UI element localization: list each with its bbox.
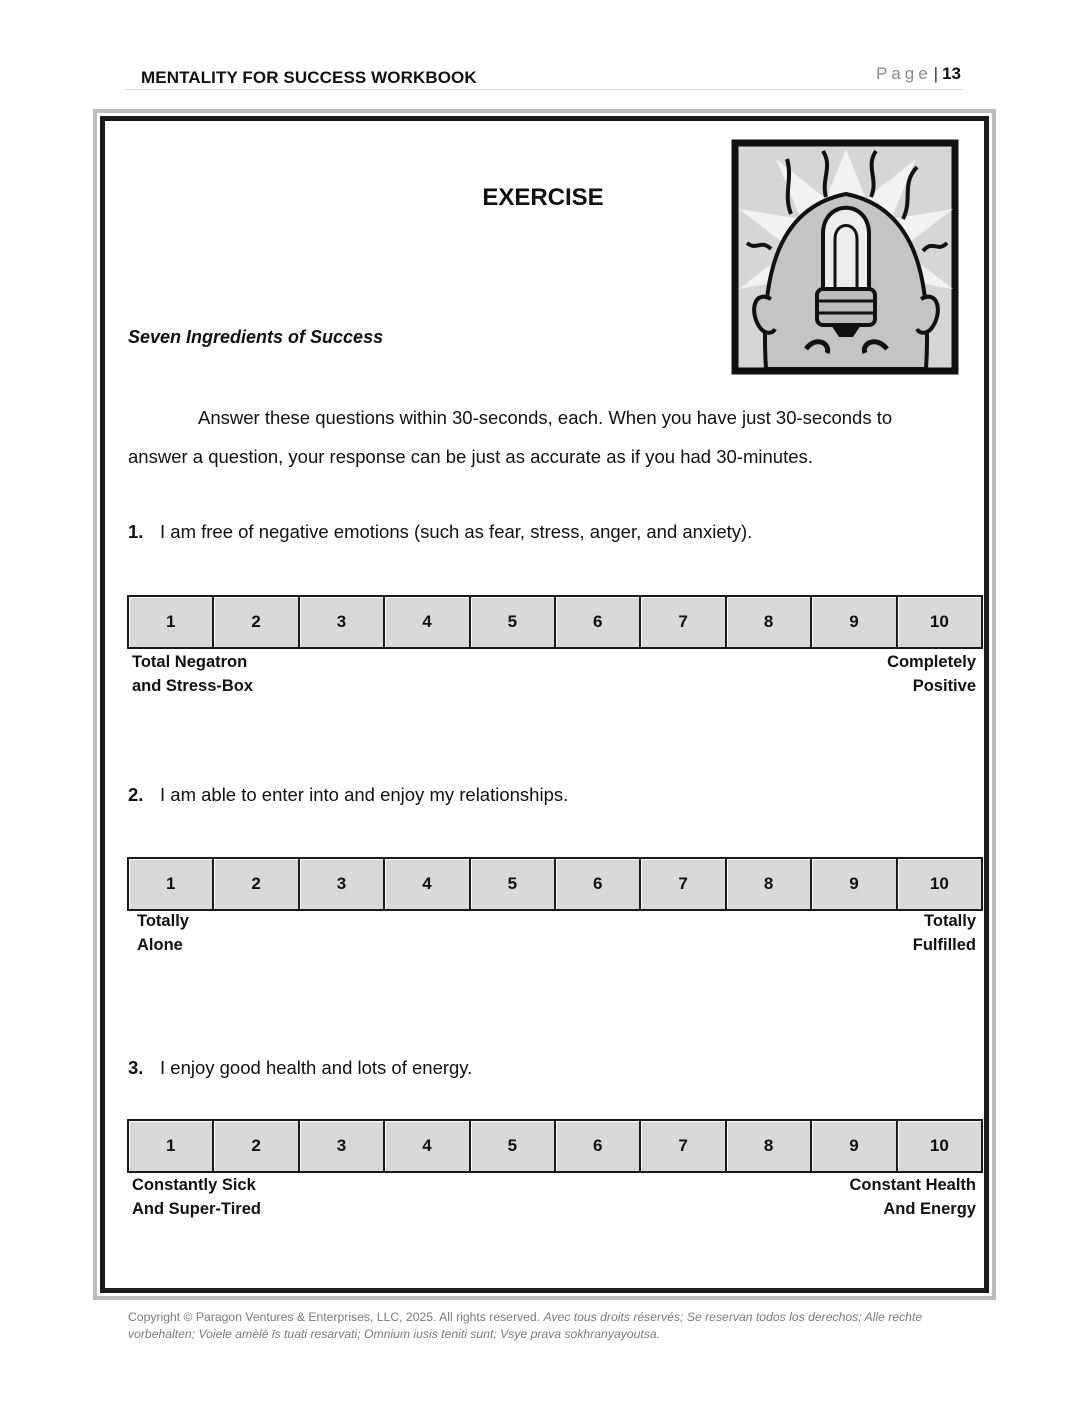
- rating-option[interactable]: 6: [556, 1121, 641, 1171]
- rating-option[interactable]: 10: [898, 1121, 981, 1171]
- rating-option[interactable]: 2: [214, 1121, 299, 1171]
- rating-scale-2: [127, 857, 983, 911]
- label-line: Alone: [137, 936, 183, 954]
- page-separator: |: [933, 64, 939, 83]
- rating-option[interactable]: 8: [727, 597, 812, 647]
- rating-option[interactable]: 7: [641, 1121, 726, 1171]
- question-number: 3.: [128, 1057, 144, 1078]
- scale-high-label: [849, 1173, 976, 1221]
- rating-option[interactable]: 2: [214, 859, 299, 909]
- label-line: Constant Health: [849, 1176, 976, 1194]
- page-indicator: [876, 64, 961, 84]
- label-line: and Stress-Box: [132, 677, 254, 695]
- label-line: And Super-Tired: [132, 1200, 261, 1218]
- question-number: 1.: [128, 521, 144, 542]
- rating-option[interactable]: 9: [812, 859, 897, 909]
- label-line: Totally: [924, 912, 976, 930]
- page-word: Page: [875, 64, 932, 83]
- page-header: [125, 60, 963, 90]
- rights-translations: Avec tous droits réservés; Se reservan todos los derechos; Alle rechte vorbehalten; Voiele amèlē īs tuati resarvati; Omnium iusis teniti sunt; Vsye prava sokhranyayoutsa.: [128, 1310, 923, 1341]
- workbook-title: MENTALITY FOR SUCCESS WORKBOOK: [141, 68, 477, 87]
- rating-option[interactable]: 4: [385, 597, 470, 647]
- rating-option[interactable]: 5: [471, 597, 556, 647]
- rating-option[interactable]: 10: [898, 859, 981, 909]
- rating-option[interactable]: 2: [214, 597, 299, 647]
- question-2: [128, 784, 568, 806]
- scale-low-label: [137, 909, 189, 957]
- rating-option[interactable]: 4: [385, 1121, 470, 1171]
- scale-low-label: [132, 650, 253, 698]
- rating-option[interactable]: 1: [129, 1121, 214, 1171]
- exercise-title: EXERCISE: [482, 184, 604, 211]
- rating-option[interactable]: 1: [129, 597, 214, 647]
- intro-paragraph: Answer these questions within 30-seconds, each. When you have just 30-seconds to answer a question, your response can be just as accurate as if you had 30-minutes.: [128, 407, 893, 467]
- page-number: 13: [942, 64, 961, 83]
- scale-high-label: [887, 650, 976, 698]
- rating-option[interactable]: 10: [898, 597, 981, 647]
- question-text: I am able to enter into and enjoy my relationships.: [160, 784, 569, 805]
- rating-option[interactable]: 3: [300, 597, 385, 647]
- rating-option[interactable]: 6: [556, 597, 641, 647]
- rating-option[interactable]: 7: [641, 597, 726, 647]
- lightbulb-head-icon: [731, 139, 961, 377]
- scale-low-label: [132, 1173, 261, 1221]
- question-text: I am free of negative emotions (such as fear, stress, anger, and anxiety).: [160, 521, 753, 542]
- label-line: And Energy: [883, 1200, 976, 1218]
- rating-option[interactable]: 7: [641, 859, 726, 909]
- rating-option[interactable]: 8: [727, 1121, 812, 1171]
- rating-option[interactable]: 8: [727, 859, 812, 909]
- rating-option[interactable]: 1: [129, 859, 214, 909]
- rating-option[interactable]: 4: [385, 859, 470, 909]
- copyright-text: Copyright © Paragon Ventures & Enterprises, LLC, 2025. All rights reserved.: [128, 1310, 541, 1324]
- label-line: Total Negatron: [132, 653, 248, 671]
- rating-option[interactable]: 3: [300, 1121, 385, 1171]
- rating-scale-1: [127, 595, 983, 649]
- question-3: [128, 1057, 472, 1079]
- copyright-footer: [128, 1309, 938, 1343]
- section-subtitle: Seven Ingredients of Success: [128, 327, 384, 347]
- rating-option[interactable]: 9: [812, 597, 897, 647]
- label-line: Totally: [137, 912, 189, 930]
- label-line: Positive: [912, 677, 976, 695]
- label-line: Constantly Sick: [132, 1176, 256, 1194]
- rating-option[interactable]: 5: [471, 1121, 556, 1171]
- rating-scale-3: [127, 1119, 983, 1173]
- question-text: I enjoy good health and lots of energy.: [160, 1057, 473, 1078]
- scale-high-label: [913, 909, 976, 957]
- rating-option[interactable]: 3: [300, 859, 385, 909]
- rating-option[interactable]: 9: [812, 1121, 897, 1171]
- label-line: Completely: [887, 653, 976, 671]
- rating-option[interactable]: 5: [471, 859, 556, 909]
- question-1: [128, 521, 752, 543]
- label-line: Fulfilled: [912, 936, 976, 954]
- rating-option[interactable]: 6: [556, 859, 641, 909]
- question-number: 2.: [128, 784, 144, 805]
